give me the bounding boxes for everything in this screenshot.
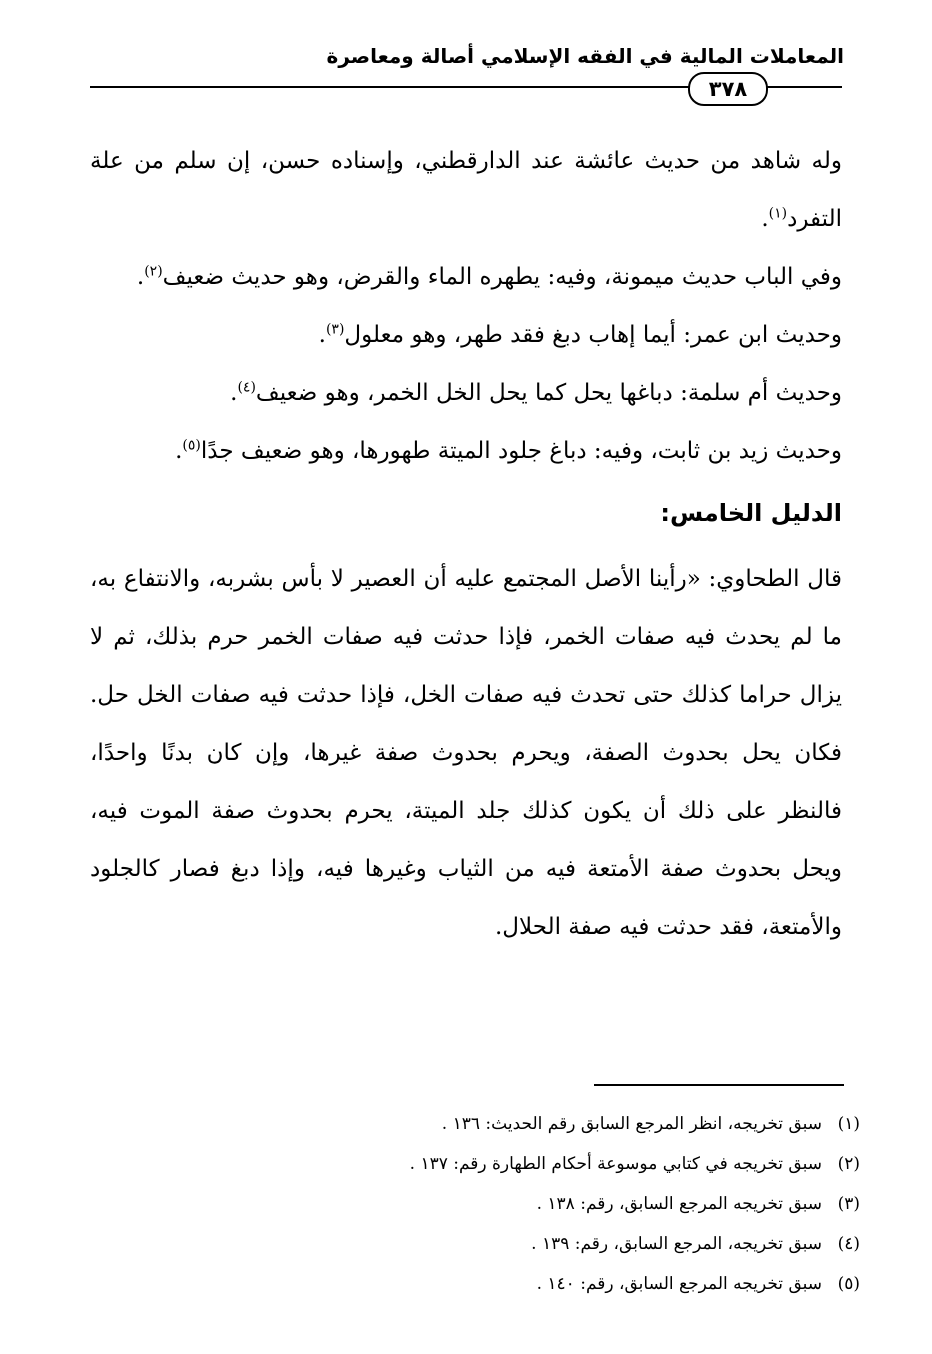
section-heading: الدليل الخامس: xyxy=(660,499,842,527)
footnote-number: (٤) xyxy=(837,1234,860,1254)
quote-paragraph: قال الطحاوي: «رأينا الأصل المجتمع عليه أن العصير لا بأس بشربه، والانتفاع به، ما لم يحدث فيه صفات الخمر، فإذا حدثت فيه صفات الخمر حرم بذلك، ثم لا يزال حراما كذلك حتى تحدث فيه صفات الخل، فإذا حدثت فيه صفات الخل حل. فكان يحل بحدوث الصفة، ويحرم بحدوث صفة غيرها، وإن كان بدنًا واحدًا، فالنظر على ذلك أن يكون كذلك جلد الميتة، يحرم بحدوث صفة الموت فيه، ويحل بحدوث صفة الأمتعة فيه من الثياب وغيرها فيه، وإذا دبغ فصار كالجلود والأمتعة، فقد حدثت فيه صفة الحلال. xyxy=(90,566,842,940)
end-mark: . xyxy=(761,206,769,232)
footnote-number: (١) xyxy=(837,1114,860,1134)
footnote-ref-1: (١) xyxy=(768,205,788,222)
end-mark: . xyxy=(230,380,238,406)
end-mark: . xyxy=(318,322,326,348)
footnote-ref-4: (٤) xyxy=(237,379,256,396)
end-mark: . xyxy=(175,438,183,464)
footnotes xyxy=(260,1104,860,1304)
paragraph-1 xyxy=(90,132,842,248)
paragraph-4-text: وحديث أم سلمة: دباغها يحل كما يحل الخل الخمر، وهو ضعيف xyxy=(255,380,842,406)
footnote-text: سبق تخريجه في كتابي موسوعة أحكام الطهارة رقم: ١٣٧ . xyxy=(409,1154,822,1174)
paragraph-3-text: وحديث ابن عمر: أيما إهاب دبغ فقد طهر، وهو معلول xyxy=(344,322,842,348)
footnote-5 xyxy=(260,1264,860,1304)
paragraph-5 xyxy=(90,422,842,480)
footnote-4 xyxy=(260,1224,860,1264)
footnote-2 xyxy=(260,1144,860,1184)
footnote-3 xyxy=(260,1184,860,1224)
footnote-text: سبق تخريجه، المرجع السابق، رقم: ١٣٩ . xyxy=(531,1234,822,1254)
paragraph-2-text: وفي الباب حديث ميمونة، وفيه: يطهره الماء والقرض، وهو حديث ضعيف xyxy=(162,264,842,290)
footnote-ref-3: (٣) xyxy=(325,321,345,338)
footnote-number: (٣) xyxy=(837,1194,860,1214)
paragraph-3 xyxy=(90,306,842,364)
page-number: ٣٧٨ xyxy=(688,72,768,106)
footnote-text: سبق تخريجه المرجع السابق، رقم: ١٤٠ . xyxy=(536,1274,822,1294)
paragraph-2 xyxy=(90,248,842,306)
paragraph-5-text: وحديث زيد بن ثابت، وفيه: دباغ جلود الميتة طهورها، وهو ضعيف جدًا xyxy=(200,438,842,464)
end-mark: . xyxy=(136,264,145,290)
footnote-ref-5: (٥) xyxy=(182,437,201,454)
footnote-1 xyxy=(260,1104,860,1144)
footnote-number: (٥) xyxy=(837,1274,860,1294)
main-text xyxy=(90,132,842,964)
footnote-text: سبق تخريجه، انظر المرجع السابق رقم الحديث: ١٣٦ . xyxy=(441,1114,822,1134)
footnote-text: سبق تخريجه المرجع السابق، رقم: ١٣٨ . xyxy=(536,1194,822,1214)
footnote-rule xyxy=(594,1084,844,1086)
paragraph-1-text: وله شاهد من حديث عائشة عند الدارقطني، وإسناده حسن، إن سلم من علة التفرد xyxy=(90,148,842,232)
running-head: المعاملات المالية في الفقه الإسلامي أصالة ومعاصرة xyxy=(326,44,844,68)
footnote-number: (٢) xyxy=(837,1154,860,1174)
paragraph-4 xyxy=(90,364,842,422)
footnote-ref-2: (٢) xyxy=(144,263,163,280)
